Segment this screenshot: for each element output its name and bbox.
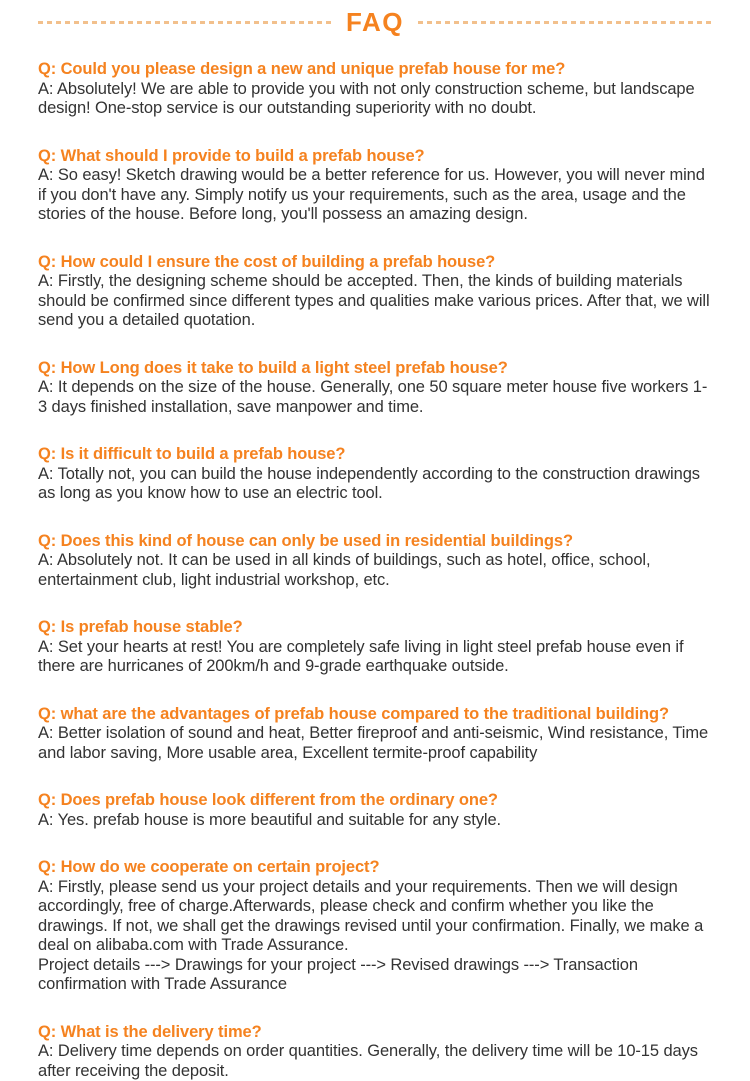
faq-item bbox=[38, 147, 712, 225]
faq-question: Q: What should I provide to build a prefab house? bbox=[38, 147, 712, 167]
faq-answer: A: Delivery time depends on order quantities. Generally, the delivery time will be 10-15 days after receiving the deposit. bbox=[38, 1042, 712, 1081]
faq-list bbox=[38, 60, 712, 1081]
faq-answer: A: Yes. prefab house is more beautiful and suitable for any style. bbox=[38, 811, 712, 831]
faq-header bbox=[38, 8, 712, 36]
faq-question: Q: What is the delivery time? bbox=[38, 1023, 712, 1043]
faq-question: Q: Is it difficult to build a prefab house? bbox=[38, 445, 712, 465]
faq-question: Q: How could I ensure the cost of building a prefab house? bbox=[38, 253, 712, 273]
faq-question: Q: Is prefab house stable? bbox=[38, 618, 712, 638]
faq-answer: A: It depends on the size of the house. Generally, one 50 square meter house five workers 1-3 days finished installation, save manpower and time. bbox=[38, 378, 712, 417]
faq-item bbox=[38, 445, 712, 504]
faq-answer: Project details ---> Drawings for your project ---> Revised drawings ---> Transaction confirmation with Trade Assurance bbox=[38, 956, 712, 995]
faq-question: Q: How Long does it take to build a light steel prefab house? bbox=[38, 359, 712, 379]
faq-item bbox=[38, 359, 712, 418]
faq-question: Q: Does this kind of house can only be used in residential buildings? bbox=[38, 532, 712, 552]
faq-item bbox=[38, 532, 712, 591]
page-title: FAQ bbox=[346, 8, 404, 36]
faq-answer: A: Absolutely! We are able to provide you with not only construction scheme, but landscape design! One-stop service is our outstanding superiority with no doubt. bbox=[38, 80, 712, 119]
faq-item bbox=[38, 791, 712, 830]
faq-answer: A: Firstly, please send us your project details and your requirements. Then we will design accordingly, free of charge.Afterwards, please check and confirm whether you like the drawings. If not, we shall get the drawings revised until your confirmation. Finally, we make a deal on alibaba.com with Trade Assurance. bbox=[38, 878, 712, 956]
faq-answer: A: So easy! Sketch drawing would be a better reference for us. However, you will never mind if you don't have any. Simply notify us your requirements, such as the area, usage and the stories of the house. Before long, you'll possess an amazing design. bbox=[38, 166, 712, 225]
right-dashed-divider bbox=[418, 21, 712, 24]
faq-item bbox=[38, 705, 712, 764]
faq-item bbox=[38, 253, 712, 331]
faq-item bbox=[38, 1023, 712, 1081]
faq-item bbox=[38, 618, 712, 677]
faq-question: Q: Does prefab house look different from the ordinary one? bbox=[38, 791, 712, 811]
faq-item bbox=[38, 858, 712, 995]
left-dashed-divider bbox=[38, 21, 332, 24]
faq-question: Q: what are the advantages of prefab house compared to the traditional building? bbox=[38, 705, 712, 725]
faq-item bbox=[38, 60, 712, 119]
faq-answer: A: Absolutely not. It can be used in all kinds of buildings, such as hotel, office, school, entertainment club, light industrial workshop, etc. bbox=[38, 551, 712, 590]
faq-answer: A: Better isolation of sound and heat, Better fireproof and anti-seismic, Wind resistance, Time and labor saving, More usable area, Excellent termite-proof capability bbox=[38, 724, 712, 763]
faq-question: Q: Could you please design a new and unique prefab house for me? bbox=[38, 60, 712, 80]
faq-answer: A: Set your hearts at rest! You are completely safe living in light steel prefab house even if there are hurricanes of 200km/h and 9-grade earthquake outside. bbox=[38, 638, 712, 677]
faq-answer: A: Firstly, the designing scheme should be accepted. Then, the kinds of building materials should be confirmed since different types and qualities make various prices. After that, we will send you a detailed quotation. bbox=[38, 272, 712, 331]
faq-answer: A: Totally not, you can build the house independently according to the construction drawings as long as you know how to use an electric tool. bbox=[38, 465, 712, 504]
faq-question: Q: How do we cooperate on certain project? bbox=[38, 858, 712, 878]
